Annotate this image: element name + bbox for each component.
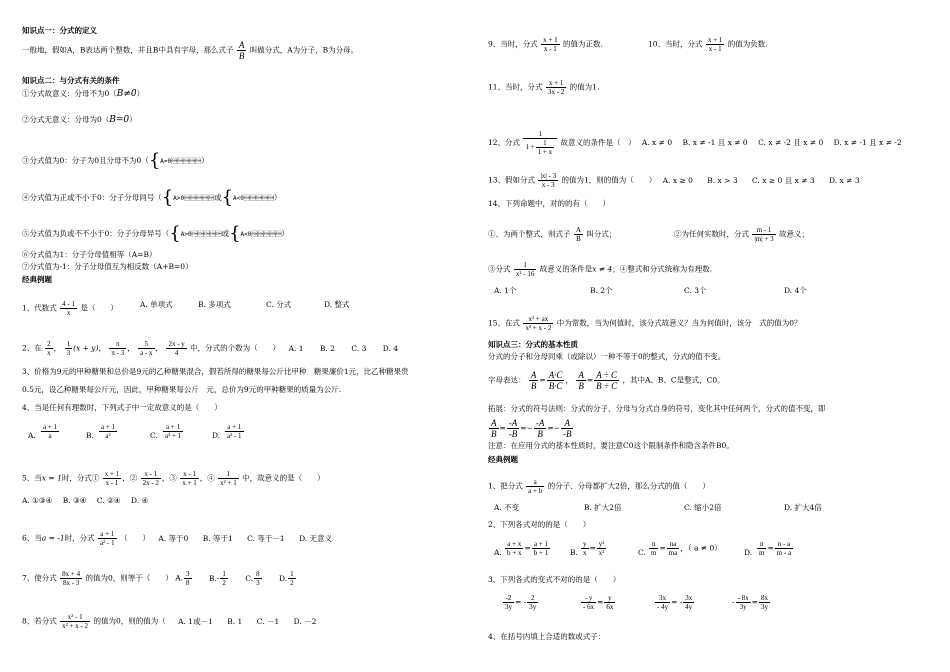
question-7: 7、使分式 $\frac{8x + 4}{8x - 3}$ 的值为0，则等于（ ） A. $\frac{3}{8}$ B.- $\frac{1}{2}$ C. $\frac{8}{3}$ D. $\frac{1}{2}$ [22,570,294,587]
practice-2: 2、下列各式对的的是（ ） [488,520,591,529]
sign-rule-statement: 拓展：分式的符号法则：分式的分子、分母与分式自身的符号，变化其中任何两个，分式的值不变，即 [488,404,826,413]
question-14-statement-3: ③分式 $\frac{1}{\text{x² - 16}}$ 故意义的条件是x ≠ 4；④整式和分式统称为有理数. [488,261,713,278]
question-14-statement-2: ②为任何实数时，分式 $\frac{m - 1}{|m| + 3}$ 故意义； [674,226,809,243]
document-page: 知识点一：分式的定义 一般地，假如A，B表达两个整数，并且B中具有字母，那么式子 $\frac{A}{B}$ 叫做分式，A为分子，B为分母。 知识点二：与分式有关的条件 ①分式故意义：分母不为0（B≠0） ②分式无意义：分母为0（B=0） ③分式值为0：分子为0且分母不为0（{A=0） ④分式值为正或不小于0：分子分母同号（{A>0或{A<0） ⑤分式值为负或不不小于0：分子分母异号（{A>0或{A<0） ⑥分式值为1：分子分母值相等（A=B） ⑦分式值为-1：分子分母值互为相反数（A+B=0） 经典例题 1、代数式 $\frac{4 - 1}{x}$ 是（ ） A. 单项式 B. 多项式 C. 分式 D. 整式 2、在 $\frac{2}{x}$ ， $\frac{1}{3}$ (x + y)， $\frac{\pi}{\pi - 3}$ ， $\frac{5}{a - x}$ ， $\frac{2x - y}{4}$ 中，分式的个数为（ ） A. 1 B. 2 C. 3 D. 4 3、价格为9元的甲种糖果和总价是9元的乙种糖果混合，假若所得的糖果每公斤比甲种 糖果廉价1元，比乙种糖果贵 0.5元，设乙种糖果每公斤元，因此，甲种糖果每公斤 元，总价为9元的甲种糖果的质量为公斤. 4、当是任何有理数时，下列式子中一定故意义的是（ ） A. $\frac{a + 1}{a}$ B. $\frac{a + 1}{\text{a²}}$ C. $\frac{a + 1}{\text{a² + 1}}$ D. $\frac{a + 1}{\text{a² - 1}}$ 5、当x = 1时，分式① $\frac{x + 1}{x - 1}$ ，② $\frac{x - 1}{2x - 2}$ ，③ $\frac{x - 1}{x + 1}$ ，④ $\frac{1}{\text{x² + 1}}$ 中，故意义的是（ ） A. ①③④ B. ③④ C. ②④ D. ④ 6、当a = -1时，分式 $\frac{a + 1}{\text{a² - 1}}$ （ ） A. 等于0 B. 等于1 C. 等于－1 D. 无意义 7、使分式 $\frac{8x + 4}{8x - 3}$ 的值为0，则等于（ ） A. $\frac{3}{8}$ B.- $\frac{1}{2}$ C. $\frac{8}{3}$ D. $\frac{1}{2}$ 8、若分式 $\frac{\text{x² - 1}}{\text{x² + x - 2}}$ 的值为0，则的值为（ A. 1或－1 B. 1 C. －1 D. －2 9、当时，分式 $\frac{x + 1}{x - 1}$ 的值为正数. 10、当时，分式 $\frac{x + 1}{x - 1}$ 的值为负数. 11、当时，分式 $\frac{x + 1}{3x - 2}$ 的值为1. 12、分式 1 1 + $\frac{1}{1 + x}$ 故意义的条件是（ ） A. x ≠ 0 B. x ≠ -1 且 x ≠ 0 C. x ≠ -2 且 x ≠ 0 D. x ≠ -1 且 x ≠ -2 13、假如分式 $\frac{|x| - 3}{x - 3}$ 的值为1，则的值为（ ） A. x ≥ 0 B. x > 3 C. x ≥ 0 且 x ≠ 3 D. x ≠ 3 14、下列命题中，对的的有（ ） ①、为两个整式，则式子 $\frac{A}{B}$ 叫分式； ②为任何实数时，分式 $\frac{m - 1}{|m| + 3}$ 故意义； ③分式 $\frac{1}{\text{x² - 16}}$ 故意义的条件是x ≠ 4；④整式和分式统称为有理数. A. 1个 B. 2个 C. 3个 D. 4个 15、在式 $\frac{\text{x² + ax}}{\text{x² + x - 2}}$ 中为常数，当为何值时，该分式故意义？当为何值时，该分 式的值为0？ 知识点三：分式的基本性质 分式的分子和分母同乘（或除以）一种不等于0的整式，分式的值不变。 字母表达： $\frac{A}{B}$ = $\frac{A\cdot C}{B\cdot C}$ ， $\frac{A}{B}$ = $\frac{A \div C}{B \div C}$ ，其中A、B、C是整式，C0。 拓展：分式的符号法则：分式的分子、分母与分式自身的符号，变化其中任何两个，分式的值不变，即 $\frac{A}{B}$ = $\frac{-A}{-B}$ =− $\frac{-A}{B}$ =− $\frac{A}{-B}$ 注意：在应用分式的基本性质时，要注意C0这个限制条件和隐含条件B0。 经典例题 1、把分式 $\frac{a}{a + b}$ 的分子、分母都扩大2倍，那么分式的值（ ） A. 不变 B. 扩大2倍 C. 缩小2倍 D. 扩大4倍 2、下列各式对的的是（ ） A. $\frac{a + x}{b + x}$ = $\frac{a + 1}{b + 1}$ B. $\frac{y}{x}$ = $\frac{\text{y²}}{\text{x²}}$ C. $\frac{n}{m}$ = $\frac{na}{ma}$ ，（ a ≠ 0） D. $\frac{n}{m}$ = $\frac{n - a}{m - a}$ 3、下列各式的变式不对的的是（ ） $\frac{-2}{3y}$ = - $\frac{2}{3y}$ $\frac{- y}{- 6x}$ = $\frac{y}{6x}$ $\frac{3x}{- 4y}$ = - $\frac{3x}{4y}$ - $\frac{- 8x}{3y}$ = $\frac{8x}{3y}$ 4、在括号内填上合适的数或式子： [22,26,902,641]
question-14-statement-1: ①、为两个整式，则式子 $\frac{A}{B}$ 叫分式； [488,226,617,243]
definition-line: 一般地，假如A，B表达两个整数，并且B中具有字母，那么式子 $\frac{A}{B}$ 叫做分式，A为分子，B为分母。 [22,40,359,61]
section-title-properties: 知识点三：分式的基本性质 [488,340,578,349]
question-6: 6、当a = -1时，分式 $\frac{a + 1}{\text{a² - 1}}$ （ ） A. 等于0 B. 等于1 C. 等于－1 D. 无意义 [22,530,333,547]
question-3-line-2: 0.5元，设乙种糖果每公斤元，因此，甲种糖果每公斤 元，总价为9元的甲种糖果的质量为公斤. [22,385,342,394]
question-14: 14、下列命题中，对的的有（ ） [488,199,611,208]
question-15: 15、在式 $\frac{\text{x² + ax}}{\text{x² + x - 2}}$ 中为常数，当为何值时，该分式故意义？当为何值时，该分 式的值为0？ [488,315,802,332]
question-12: 12、分式 1 1 + $\frac{1}{1 + x}$ 故意义的条件是（ ） A. x ≠ 0 B. x ≠ -1 且 x ≠ 0 C. x ≠ -2 且 x ≠ 0 D. x ≠ -1 且 x ≠ -2 [488,130,902,156]
section-title-conditions: 知识点二：与分式有关的条件 [22,76,120,85]
condition-7: ⑦分式值为-1：分子分母值互为相反数（A+B=0） [22,262,193,271]
property-statement: 分式的分子和分母同乘（或除以）一种不等于0的整式，分式的值不变。 [488,352,726,361]
condition-3: ③分式值为0：分子为0且分母不为0（{A=0） [22,150,209,171]
question-2: 2、在 $\frac{2}{x}$ ， $\frac{1}{3}$ (x + y)， $\frac{\pi}{\pi - 3}$ ， $\frac{5}{a - x}$ ， $\frac{2x - y}{4}$ 中，分式的个数为（ ） A. 1 B. 2 C. 3 D. 4 [22,340,399,357]
fraction-a-over-b: $\frac{A}{B}$ [238,40,245,61]
question-5-options: A. ①③④ B. ③④ C. ②④ D. ④ [22,496,149,505]
practice-3: 3、下列各式的变式不对的的是（ ） [488,575,621,584]
property-formula: 字母表达： $\frac{A}{B}$ = $\frac{A\cdot C}{B\cdot C}$ ， $\frac{A}{B}$ = $\frac{A \div C}{B \div C}$ ，其中A、B、C是整式，C0。 [488,370,725,391]
question-3-line-1: 3、价格为9元的甲种糖果和总价是9元的乙种糖果混合，假若所得的糖果每公斤比甲种 糖果廉价1元，比乙种糖果贵 [22,367,409,376]
examples-title-left: 经典例题 [22,275,52,284]
question-11: 11、当时，分式 $\frac{x + 1}{3x - 2}$ 的值为1. [488,79,600,96]
practice-4: 4、在括号内填上合适的数或式子： [488,632,606,641]
condition-1: ①分式故意义：分母不为0（B≠0） [22,89,145,99]
examples-title-right: 经典例题 [488,455,518,464]
property-note: 注意：在应用分式的基本性质时，要注意C0这个限制条件和隐含条件B0。 [488,441,734,450]
question-5: 5、当x = 1时，分式① $\frac{x + 1}{x - 1}$ ，② $\frac{x - 1}{2x - 2}$ ，③ $\frac{x - 1}{x + 1}$ ，④ $\frac{1}{\text{x² + 1}}$ 中，故意义的是（ ） [22,470,325,487]
question-4: 4、当是任何有理数时，下列式子中一定故意义的是（ ） [22,403,222,412]
question-1: 1、代数式 $\frac{4 - 1}{x}$ 是（ ） A. 单项式 B. 多项式 C. 分式 D. 整式 [22,300,350,317]
section-title-definition: 知识点一：分式的定义 [22,26,97,35]
condition-2: ②分式无意义：分母为0（B=0） [22,115,137,125]
practice-1: 1、把分式 $\frac{a}{a + b}$ 的分子、分母都扩大2倍，那么分式的值（ ） [488,478,710,495]
sign-rule-formula: $\frac{A}{B}$ = $\frac{-A}{-B}$ =− $\frac{-A}{B}$ =− $\frac{A}{-B}$ [491,418,572,439]
question-8: 8、若分式 $\frac{\text{x² - 1}}{\text{x² + x - 2}}$ 的值为0，则的值为（ A. 1或－1 B. 1 C. －1 D. －2 [22,613,317,630]
question-10: 10、当时，分式 $\frac{x + 1}{x - 1}$ 的值为负数. [648,36,768,53]
condition-4: ④分式值为正或不小于0：分子分母同号（{A>0或{A<0） [22,187,282,208]
condition-5: ⑤分式值为负或不不小于0：分子分母异号（{A>0或{A<0） [22,223,289,244]
condition-6: ⑥分式值为1：分子分母值相等（A=B） [22,250,157,259]
question-13: 13、假如分式 $\frac{|x| - 3}{x - 3}$ 的值为1，则的值为（ ） A. x ≥ 0 B. x > 3 C. x ≥ 0 且 x ≠ 3 D. x ≠ 3 [488,172,860,189]
question-9: 9、当时，分式 $\frac{x + 1}{x - 1}$ 的值为正数. [488,36,603,53]
